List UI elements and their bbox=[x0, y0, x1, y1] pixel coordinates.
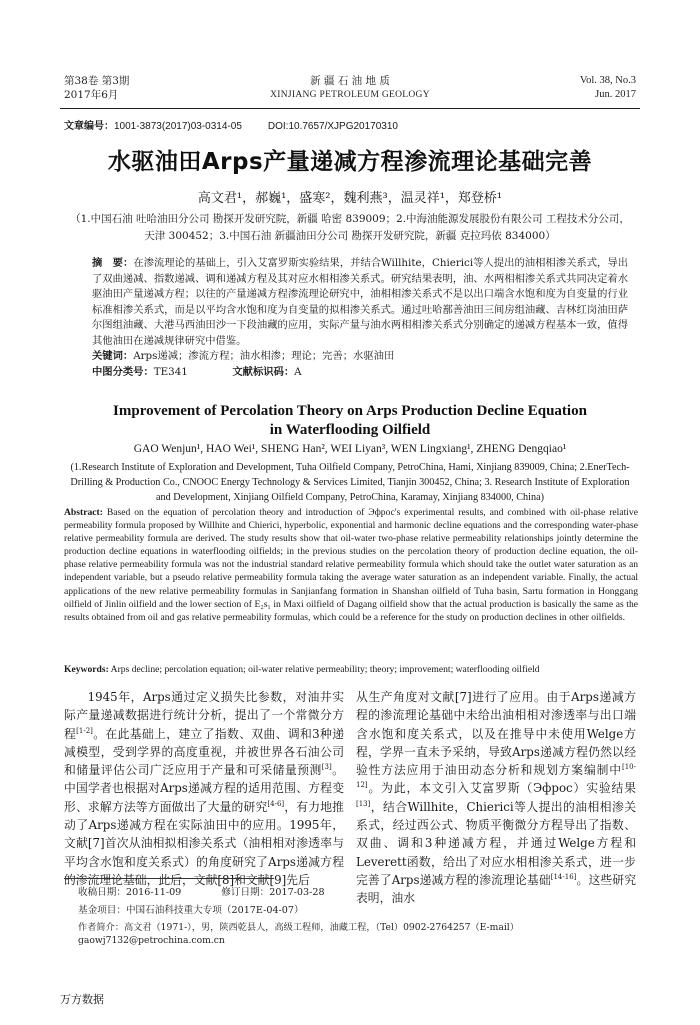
journal-name-en: XINJIANG PETROLEUM GEOLOGY bbox=[270, 90, 430, 100]
doc-code-label: 文献标识码： bbox=[232, 367, 295, 378]
date-en: Jun. 2017 bbox=[595, 89, 636, 100]
author-bio-label: 作者简介： bbox=[78, 922, 124, 933]
abstract-en-text: Based on the equation of percolation theory and introduction of Эфрос's experimental results, and combined with oil-phase relative permeability formula proposed by Willhite and Chierici, hyperbolic, exponential and harmonic decline equations and the corresponding water-phase relative permeability formula are derived. The study results show that oil-water two-phase relative permeability relationships jointly determine the production decline equations in waterflooding oilfields; in the previous studies on the percolation theory of production decline equation, the oil-phase relative permeability formula was not the industrial standard relative permeability formula which should take the outlet water saturation as an independent variable, but a pseudo relative permeability formula taking the average water saturation as an independent variable. Finally, the actual applications of the new relative permeability formulas in Sanjianfang formation in Shanshan oilfield of Tuha basin, Sartu formation in Honggang oilfield of Jinlin oilfield and the lower section of E₂s₁ in Maxi oilfield of Dagang oilfield show that the actual production is basically the same as the results obtained from oil and gas relative permeability formulas, which could be a reference for the study on production declines in other oilfields. bbox=[64, 507, 638, 623]
revised-date: 2017-03-28 bbox=[269, 887, 325, 898]
affiliations-cn: （1.中国石油 吐哈油田分公司 勘探开发研究院，新疆 哈密 839009；2.中海油能源发展股份有限公司 工程技术分公司，天津 300452；3.中国石油 新疆油田分公司 勘探开发研究院，新疆 克拉玛依 834000） bbox=[70, 213, 630, 242]
author-bio-text: 高文君（1971-），男，陕西乾县人，高级工程师，油藏工程，（Tel）0902-2764257（E-mail）gaowj7132@petrochina.com.cn bbox=[78, 922, 519, 946]
header-rule bbox=[60, 108, 640, 109]
revised-label: 修订日期： bbox=[221, 887, 270, 898]
article-number: 1001-3873(2017)03-0314-05 bbox=[114, 121, 242, 132]
wanfang-watermark: 万方数据 bbox=[60, 993, 104, 1006]
received-label: 收稿日期： bbox=[78, 887, 126, 898]
body-column-left bbox=[64, 688, 344, 889]
footnote-rule bbox=[64, 878, 274, 879]
body-right-text-4: 。这些研究表明，油水 bbox=[356, 872, 636, 906]
affiliations-en: (1.Research Institute of Exploration and Development, Tuha Oilfield Company, PetroChina, Hami, Xinjiang 839009, China; 2.EnerTech-Drilling & Production Co., CNOOC Energy Technology & Services Limited, Tianjin 300452, China; 3. Research Institute of Exploration and Development, Xinjiang Oilfield Company, PetroChina, Karamay, Xinjiang 834000, China) bbox=[70, 462, 630, 503]
title-en-line-2: in Waterflooding Oilfield bbox=[269, 422, 431, 438]
volume-issue-en: Vol. 38, No.3 bbox=[579, 75, 636, 86]
title-en-line-1: Improvement of Percolation Theory on Arps Production Decline Equation bbox=[113, 403, 587, 419]
doc-code: A bbox=[294, 366, 302, 378]
keywords-en-text: Arps decline; percolation equation; oil-water relative permeability; theory; improvement; waterflooding oilfield bbox=[110, 664, 540, 675]
abstract-cn bbox=[92, 256, 628, 350]
citation: [10-12] bbox=[356, 763, 636, 790]
body-right-text-2: 。为此，本文引入艾富罗斯（Эфрос）实验结果 bbox=[367, 781, 636, 796]
body-left-text-4: ，有力地推动了Arps递减方程在实际油田中的应用。1995年，文献[7]首次从油相拟相渗关系式（油相相对渗透率与平均含水饱和度关系式）的角度研究了Arps递减方程的渗流理论基础，此后，文献[8]和文献[9]先后 bbox=[64, 799, 344, 887]
abstract-cn-label: 摘 要： bbox=[92, 258, 134, 269]
citation: [14-16] bbox=[550, 873, 577, 882]
citation: [13] bbox=[356, 799, 371, 808]
doi: DOI:10.7657/XJPG20170310 bbox=[267, 121, 398, 132]
body-left-text-1: 1945年，Arps通过定义损失比参数，对油井实际产量递减数据进行统计分析，提出了一个常微分方程 bbox=[64, 690, 344, 741]
citation: [3] bbox=[321, 763, 332, 772]
clc-code: TE341 bbox=[153, 366, 188, 378]
header-right bbox=[580, 74, 636, 102]
received-date: 2016-11-09 bbox=[125, 887, 182, 898]
body-column-right bbox=[356, 688, 636, 908]
fund-label: 基金项目： bbox=[78, 905, 126, 916]
footnote-fund bbox=[78, 904, 304, 917]
volume-issue-cn: 第38卷 第3期 bbox=[64, 75, 130, 87]
authors-cn: 高文君¹，郝巍¹，盛寒²，魏利燕³，温灵祥¹，郑登桥¹ bbox=[197, 191, 503, 206]
abstract-cn-text: 在渗流理论的基础上，引入艾富罗斯实验结果，并结合Willhite，Chierici等人提出的油相相渗关系式，导出了双曲递减、指数递减、调和递减方程及其对应水相相渗关系式。研究结果表明，油、水两相相渗关系式共同决定着水驱油田产量递减方程；以往的产量递减方程渗流理论研究中，油相相渗关系式不是以出口端含水饱和度为自变量的行业标准相渗关系式，而是以平均含水饱和度为自变量的拟相渗关系式。通过吐哈鄯善油田三间房组油藏、吉林红岗油田萨尔图组油藏、大港马西油田沙一下段油藏的应用，实际产量与油水两相相渗关系式分别确定的递减方程基本一致，值得其他油田在递减规律研究中借鉴。 bbox=[92, 257, 629, 347]
body-right-text-3: ，结合Willhite，Chierici等人提出的油相相渗关系式，经过西公式、物质平衡微分方程导出了指数、双曲、调和3种递减方程，并通过Welge方程和Leverett函数，给出了对应水相相渗关系式，进一步完善了Arps递减方程的渗流理论基础 bbox=[356, 799, 636, 887]
body-right-text-1: 从生产角度对文献[7]进行了应用。由于Arps递减方程的渗流理论基础中未给出油相相对渗透率与出口端含水饱和度关系式，以及在推导中未使用Welge方程，学界一直未予采纳，导致Arps递减方程仍然以经验性方法应用于油田动态分析和规划方案编制中 bbox=[356, 690, 636, 778]
citation: [4-6] bbox=[267, 799, 285, 808]
title-cn: 水驱油田Arps产量递减方程渗流理论基础完善 bbox=[107, 149, 593, 175]
journal-name-cn: 新 疆 石 油 地 质 bbox=[310, 75, 390, 87]
classification-cn bbox=[92, 365, 628, 380]
article-info bbox=[64, 120, 398, 134]
clc-label: 中图分类号： bbox=[92, 367, 154, 378]
body-left-text-3: 。中国学者也根据对Arps递减方程的适用范围、方程变形、求解方法等方面做出了大量的研究 bbox=[64, 763, 344, 814]
keywords-cn bbox=[92, 349, 628, 364]
abstract-en bbox=[64, 506, 638, 624]
footnote-dates bbox=[78, 886, 325, 899]
date-cn: 2017年6月 bbox=[64, 89, 119, 101]
article-number-label: 文章编号： bbox=[64, 121, 114, 132]
keywords-cn-label: 关键词： bbox=[92, 351, 134, 362]
keywords-en bbox=[64, 663, 638, 676]
fund-text: 中国石油科技重大专项（2017E-04-07） bbox=[125, 905, 304, 916]
citation: [1-2] bbox=[76, 726, 93, 735]
authors-en: GAO Wenjun¹, HAO Wei¹, SHENG Han², WEI Liyan³, WEN Lingxiang¹, ZHENG Dengqiao¹ bbox=[133, 443, 567, 455]
keywords-en-label: Keywords: bbox=[64, 664, 109, 675]
abstract-en-label: Abstract: bbox=[64, 507, 103, 518]
footnote-author bbox=[78, 921, 648, 947]
body-left-text-2: 。在此基础上，建立了指数、双曲、调和3种递减模型，受到学界的高度重视，并被世界各石油公司和储量评估公司广泛应用于产量和可采储量预测 bbox=[64, 726, 344, 778]
title-en bbox=[0, 402, 700, 440]
keywords-cn-text: Arps递减；渗流方程；油水相渗；理论；完善；水驱油田 bbox=[133, 350, 395, 362]
